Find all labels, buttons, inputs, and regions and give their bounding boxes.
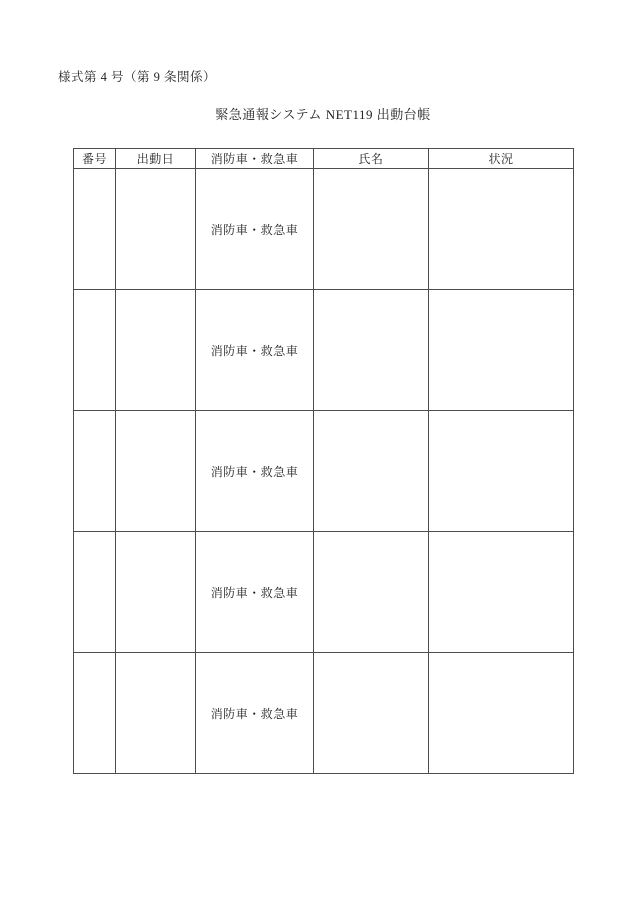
- cell-vehicle: 消防車・救急車: [196, 653, 314, 774]
- cell-date: [116, 411, 196, 532]
- table-row: [74, 290, 574, 411]
- header-number: 番号: [74, 149, 116, 169]
- cell-name: [314, 653, 429, 774]
- cell-vehicle: 消防車・救急車: [196, 169, 314, 290]
- cell-status: [429, 411, 574, 532]
- cell-number: [74, 169, 116, 290]
- cell-date: [116, 532, 196, 653]
- table-row: [74, 169, 574, 290]
- header-vehicle: 消防車・救急車: [196, 149, 314, 169]
- cell-status: [429, 169, 574, 290]
- cell-vehicle: 消防車・救急車: [196, 532, 314, 653]
- page-title: 緊急通報システム NET119 出動台帳: [215, 107, 431, 122]
- cell-vehicle: 消防車・救急車: [196, 290, 314, 411]
- cell-date: [116, 653, 196, 774]
- cell-number: [74, 411, 116, 532]
- cell-number: [74, 653, 116, 774]
- cell-vehicle: 消防車・救急車: [196, 411, 314, 532]
- table-row: [74, 532, 574, 653]
- cell-date: [116, 169, 196, 290]
- cell-name: [314, 532, 429, 653]
- cell-status: [429, 532, 574, 653]
- cell-number: [74, 532, 116, 653]
- cell-status: [429, 653, 574, 774]
- table-row: [74, 653, 574, 774]
- dispatch-register-table: [73, 148, 574, 774]
- cell-status: [429, 290, 574, 411]
- cell-name: [314, 411, 429, 532]
- header-date: 出動日: [116, 149, 196, 169]
- header-name: 氏名: [314, 149, 429, 169]
- cell-name: [314, 169, 429, 290]
- table-header-row: [74, 149, 574, 169]
- cell-name: [314, 290, 429, 411]
- table-row: [74, 411, 574, 532]
- cell-date: [116, 290, 196, 411]
- cell-number: [74, 290, 116, 411]
- header-status: 状況: [429, 149, 574, 169]
- form-number-label: 様式第 4 号（第 9 条関係）: [58, 70, 217, 84]
